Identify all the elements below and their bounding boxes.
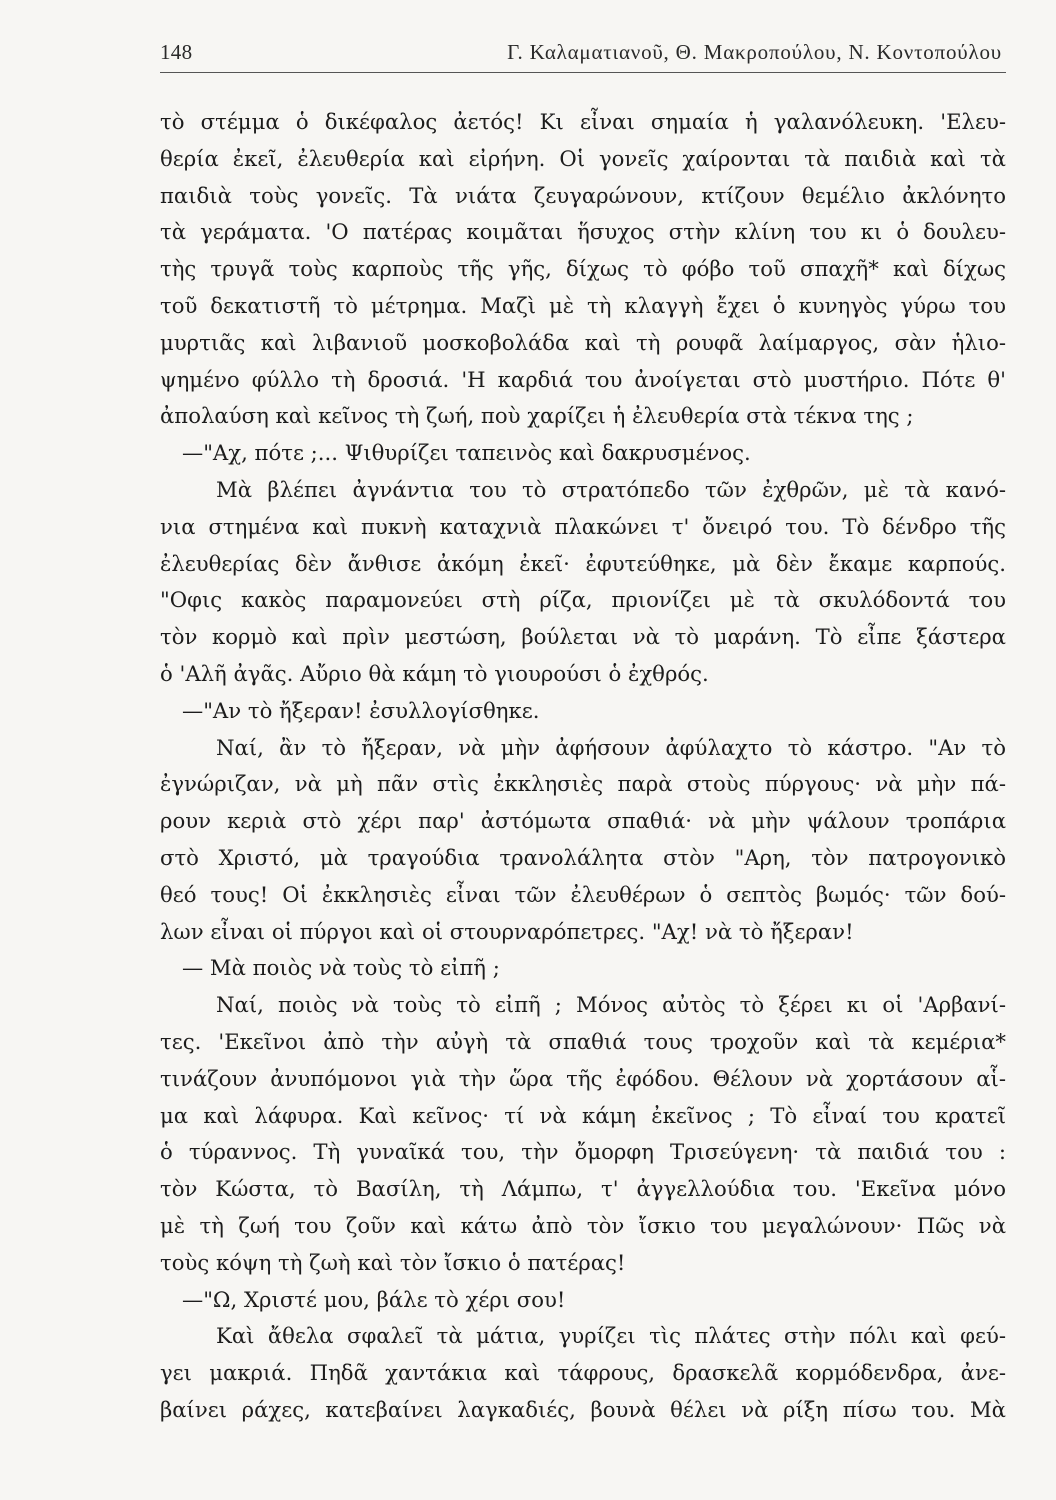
text-line: —"Ω, Χριστέ μου, βάλε τὸ χέρι σου! xyxy=(182,1286,566,1312)
text-line: τες. 'Εκεῖνοι ἀπὸ τὴν αὐγὴ τὰ σπαθιά τους τροχοῦν καὶ τὰ κεμέρια* xyxy=(160,1028,1006,1054)
body-text xyxy=(160,104,1006,1429)
text-line: Μὰ βλέπει ἀγνάντια του τὸ στρατόπεδο τῶν ἐχθρῶν, μὲ τὰ κανό- xyxy=(216,476,1006,502)
text-line: γει μακριά. Πηδᾶ χαντάκια καὶ τάφρους, δρασκελᾶ κορμόδενδρα, ἀνε- xyxy=(160,1360,1006,1386)
text-line: —"Αν τὸ ἤξεραν! ἐσυλλογίσθηκε. xyxy=(182,697,540,723)
text-line: Ναί, ποιὸς νὰ τοὺς τὸ εἰπῆ ; Μόνος αὐτὸς τὸ ξέρει κι οἱ 'Αρβανί- xyxy=(216,992,1006,1018)
text-line: —"Αχ, πότε ;... Ψιθυρίζει ταπεινὸς καὶ δακρυσμένος. xyxy=(182,440,751,466)
text-line: παιδιὰ τοὺς γονεῖς. Τὰ νιάτα ζευγαρώνουν, κτίζουν θεμέλιο ἀκλόνητο xyxy=(160,182,1006,208)
text-line: ὁ 'Αλῆ ἀγᾶς. Αὔριο θὰ κάμη τὸ γιουρούσι ὁ ἐχθρός. xyxy=(160,660,709,686)
running-head-authors: Γ. Καλαματιανοῦ, Θ. Μακροπούλου, Ν. Κοντοπούλου xyxy=(507,40,1002,64)
text-line: "Οφις κακὸς παραμονεύει στὴ ρίζα, πριονίζει μὲ τὰ σκυλόδοντά του xyxy=(160,587,1006,613)
text-line: νια στημένα καὶ πυκνὴ καταχνιὰ πλακώνει τ' ὄνειρό του. Τὸ δένδρο τῆς xyxy=(160,513,1006,539)
text-line: ἀπολαύση καὶ κεῖνος τὴ ζωή, ποὺ χαρίζει ἡ ἐλευθερία στὰ τέκνα της ; xyxy=(160,403,914,429)
text-line: τὴς τρυγᾶ τοὺς καρποὺς τῆς γῆς, δίχως τὸ φόβο τοῦ σπαχῆ* καὶ δίχως xyxy=(160,256,1006,282)
text-line: θερία ἐκεῖ, ἐλευθερία καὶ εἰρήνη. Οἱ γονεῖς χαίρονται τὰ παιδιὰ καὶ τὰ xyxy=(160,145,1006,171)
text-line: θεό τους! Οἱ ἐκκλησιὲς εἶναι τῶν ἐλευθέρων ὁ σεπτὸς βωμός· τῶν δού- xyxy=(160,881,1006,907)
text-line: μα καὶ λάφυρα. Καὶ κεῖνος· τί νὰ κάμη ἐκεῖνος ; Τὸ εἶναί του κρατεῖ xyxy=(160,1102,1006,1128)
text-line: τινάζουν ἀνυπόμονοι γιὰ τὴν ὥρα τῆς ἐφόδου. Θέλουν νὰ χορτάσουν αἷ- xyxy=(160,1065,1006,1091)
text-line: τοὺς κόψη τὴ ζωὴ καὶ τὸν ἴσκιο ὁ πατέρας! xyxy=(160,1249,626,1275)
text-line: ἐλευθερίας δὲν ἄνθισε ἀκόμη ἐκεῖ· ἐφυτεύθηκε, μὰ δὲν ἔκαμε καρπούς. xyxy=(160,550,1006,576)
text-line: τὸν Κώστα, τὸ Βασίλη, τὴ Λάμπω, τ' ἀγγελλούδια του. 'Εκεῖνα μόνο xyxy=(160,1176,1006,1202)
text-line: λων εἶναι οἱ πύργοι καὶ οἱ στουρναρόπετρες. "Αχ! νὰ τὸ ἤξεραν! xyxy=(160,918,854,944)
page-number: 148 xyxy=(160,40,193,64)
running-header xyxy=(160,36,1006,70)
text-line: τοῦ δεκατιστῆ τὸ μέτρημα. Μαζὶ μὲ τὴ κλαγγὴ ἔχει ὁ κυνηγὸς γύρω του xyxy=(160,292,1006,318)
text-line: μυρτιᾶς καὶ λιβανιοῦ μοσκοβολάδα καὶ τὴ ρουφᾶ λαίμαργος, σὰν ἡλιο- xyxy=(160,329,1006,355)
text-line: τὸν κορμὸ καὶ πρὶν μεστώση, βούλεται νὰ τὸ μαράνη. Τὸ εἶπε ξάστερα xyxy=(160,624,1006,650)
text-line: Καὶ ἄθελα σφαλεῖ τὰ μάτια, γυρίζει τὶς πλάτες στὴν πόλι καὶ φεύ- xyxy=(216,1323,1006,1349)
text-line: ψημένο φύλλο τὴ δροσιά. 'Η καρδιά του ἀνοίγεται στὸ μυστήριο. Πότε θ' xyxy=(160,366,1006,392)
text-line: Ναί, ἂν τὸ ἤξεραν, νὰ μὴν ἀφήσουν ἀφύλαχτο τὸ κάστρο. "Αν τὸ xyxy=(216,734,1006,760)
text-line: ὁ τύραννος. Τὴ γυναῖκά του, τὴν ὄμορφη Τρισεύγενη· τὰ παιδιά του : xyxy=(160,1139,1006,1165)
text-line: τὰ γεράματα. 'Ο πατέρας κοιμᾶται ἥσυχος στὴν κλίνη του κι ὁ δουλευ- xyxy=(160,219,1006,245)
header-rule xyxy=(160,72,1006,73)
text-line: — Μὰ ποιὸς νὰ τοὺς τὸ εἰπῆ ; xyxy=(182,955,500,981)
text-line: μὲ τὴ ζωή του ζοῦν καὶ κάτω ἀπὸ τὸν ἴσκιο του μεγαλώνουν· Πῶς νὰ xyxy=(160,1212,1006,1238)
text-line: στὸ Χριστό, μὰ τραγούδια τρανολάλητα στὸν "Αρη, τὸν πατρογονικὸ xyxy=(160,844,1006,870)
text-line: τὸ στέμμα ὁ δικέφαλος ἀετός! Κι εἶναι σημαία ἡ γαλανόλευκη. 'Ελευ- xyxy=(160,109,1006,134)
text-line: ρουν κεριὰ στὸ χέρι παρ' ἀστόμωτα σπαθιά· νὰ μὴν ψάλουν τροπάρια xyxy=(160,808,1006,834)
text-line: ἐγνώριζαν, νὰ μὴ πᾶν στὶς ἐκκλησιὲς παρὰ στοὺς πύργους· νὰ μὴν πά- xyxy=(160,771,1006,797)
text-line: βαίνει ράχες, κατεβαίνει λαγκαδιές, βουνὰ θέλει νὰ ρίξη πίσω του. Μὰ xyxy=(160,1396,1006,1422)
